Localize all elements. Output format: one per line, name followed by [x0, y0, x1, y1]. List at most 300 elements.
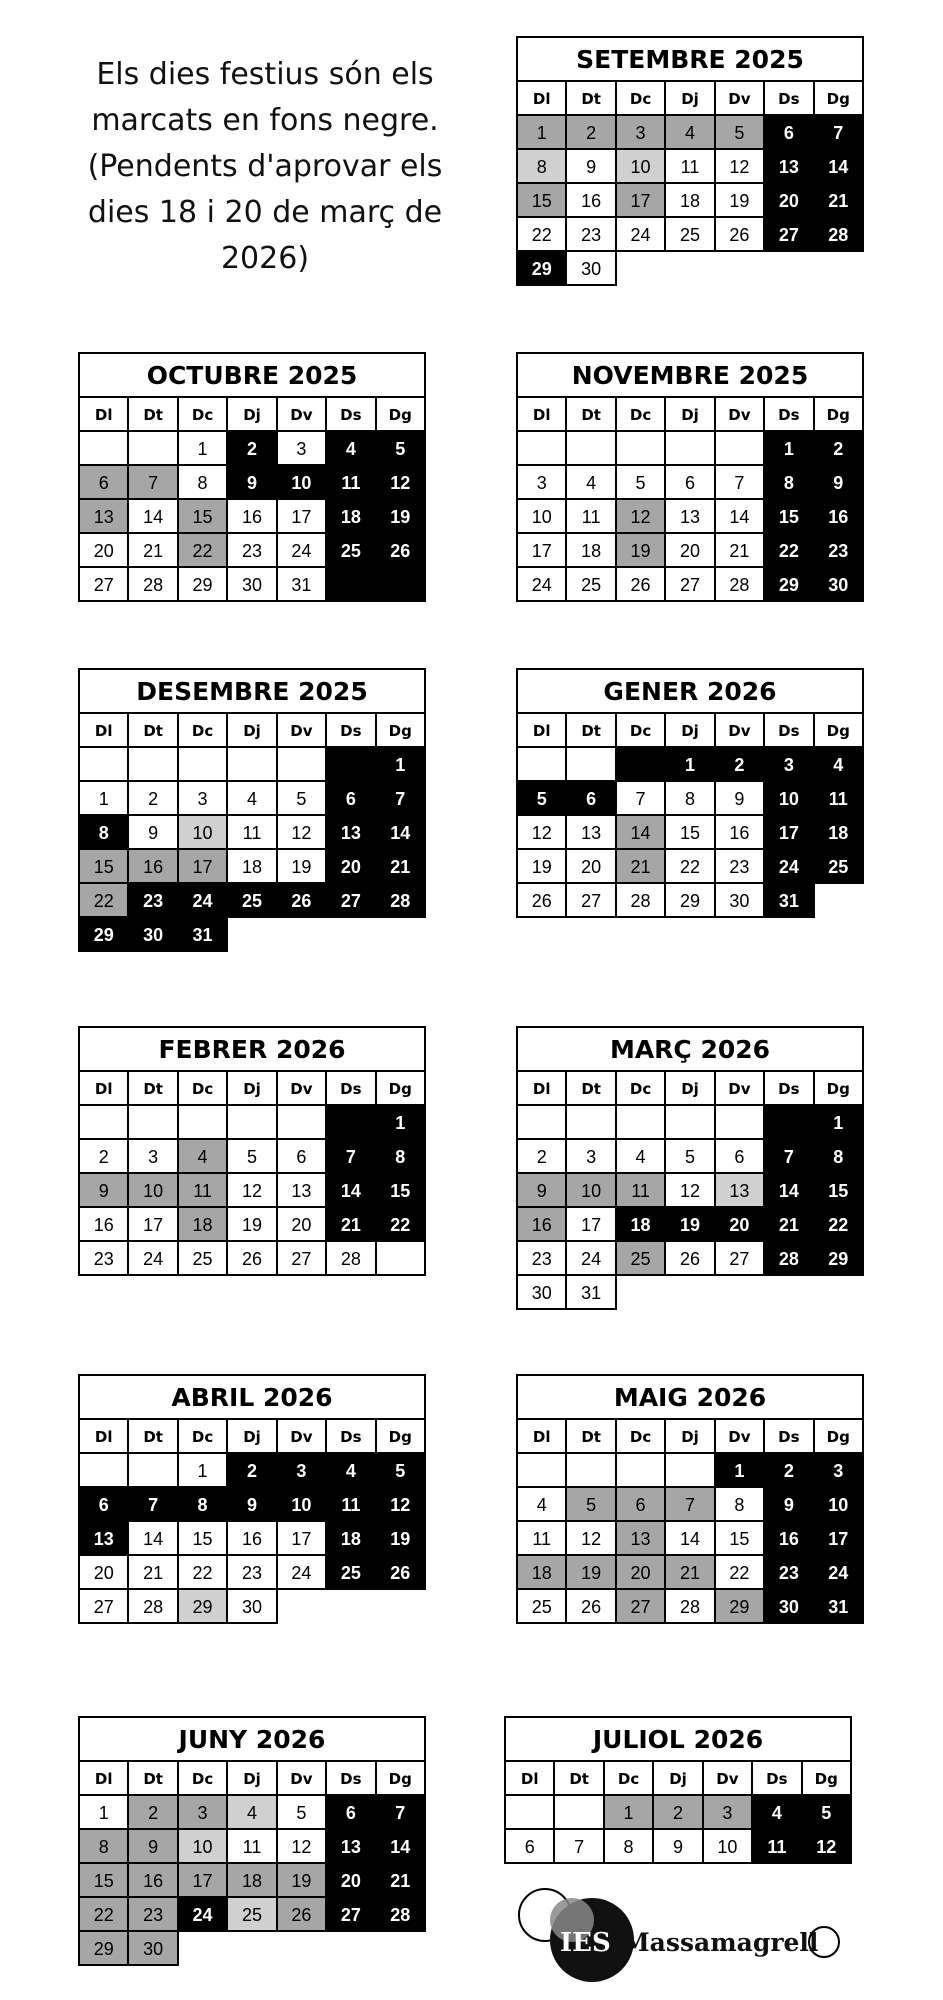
day-cell: 19	[278, 850, 327, 884]
day-cell: 12	[228, 1174, 277, 1208]
empty-cell	[555, 1796, 604, 1830]
day-cell: 15	[377, 1174, 426, 1208]
day-cell: 21	[617, 850, 666, 884]
day-cell: 21	[129, 534, 178, 568]
day-cell: 25	[815, 850, 864, 884]
day-cell: 22	[179, 534, 228, 568]
day-cell: 23	[129, 884, 178, 918]
day-cell: 15	[815, 1174, 864, 1208]
day-cell: 13	[567, 816, 616, 850]
day-cell: 25	[179, 1242, 228, 1276]
weekday-header: Dc	[617, 82, 666, 116]
day-cell: 25	[327, 1556, 376, 1590]
day-cell: 11	[617, 1174, 666, 1208]
day-cell: 4	[753, 1796, 802, 1830]
weekday-header: Dt	[555, 1762, 604, 1796]
day-cell: 24	[129, 1242, 178, 1276]
day-cell: 17	[179, 850, 228, 884]
day-cell: 17	[278, 1522, 327, 1556]
day-cell: 27	[80, 1590, 129, 1624]
day-cell: 7	[666, 1488, 715, 1522]
day-cell: 16	[80, 1208, 129, 1242]
weekday-header: Dt	[129, 1072, 178, 1106]
day-cell: 28	[666, 1590, 715, 1624]
month-calendar	[504, 1716, 852, 1864]
day-cell: 28	[617, 884, 666, 918]
day-cell: 21	[377, 850, 426, 884]
weekday-header: Dj	[654, 1762, 703, 1796]
day-cell: 24	[278, 1556, 327, 1590]
day-cell: 3	[617, 116, 666, 150]
empty-cell	[518, 432, 567, 466]
day-cell: 22	[80, 884, 129, 918]
empty-cell	[617, 1106, 666, 1140]
day-cell: 2	[815, 432, 864, 466]
day-cell: 14	[716, 500, 765, 534]
day-cell: 24	[179, 1898, 228, 1932]
day-cell: 7	[327, 1140, 376, 1174]
day-cell: 13	[327, 816, 376, 850]
day-cell: 12	[617, 500, 666, 534]
day-cell: 5	[228, 1140, 277, 1174]
day-cell: 10	[617, 150, 666, 184]
day-cell: 29	[80, 918, 129, 952]
weekday-header: Dl	[518, 1072, 567, 1106]
weekday-header: Dl	[518, 714, 567, 748]
month-title: MARÇ 2026	[518, 1028, 864, 1072]
month-days-grid	[518, 82, 864, 286]
day-cell: 13	[327, 1830, 376, 1864]
day-cell: 17	[129, 1208, 178, 1242]
day-cell: 5	[518, 782, 567, 816]
month-calendar	[78, 668, 426, 952]
day-cell: 13	[716, 1174, 765, 1208]
day-cell: 5	[278, 1796, 327, 1830]
day-cell: 29	[716, 1590, 765, 1624]
day-cell: 3	[815, 1454, 864, 1488]
month-calendar	[78, 1026, 426, 1276]
day-cell: 19	[278, 1864, 327, 1898]
day-cell: 2	[518, 1140, 567, 1174]
day-cell: 1	[765, 432, 814, 466]
month-calendar	[516, 352, 864, 602]
empty-cell	[377, 1932, 426, 1966]
day-cell: 31	[567, 1276, 616, 1310]
day-cell: 6	[327, 782, 376, 816]
day-cell: 24	[518, 568, 567, 602]
day-cell: 8	[518, 150, 567, 184]
weekday-header: Dj	[666, 1420, 715, 1454]
day-cell: 25	[518, 1590, 567, 1624]
day-cell: 27	[327, 1898, 376, 1932]
day-cell: 6	[666, 466, 715, 500]
day-cell: 24	[617, 218, 666, 252]
day-cell: 31	[179, 918, 228, 952]
day-cell: 12	[518, 816, 567, 850]
day-cell: 28	[377, 1898, 426, 1932]
day-cell: 24	[765, 850, 814, 884]
day-cell: 24	[278, 534, 327, 568]
month-title: MAIG 2026	[518, 1376, 864, 1420]
day-cell: 20	[617, 1556, 666, 1590]
day-cell: 18	[815, 816, 864, 850]
day-cell: 26	[377, 1556, 426, 1590]
day-cell: 22	[716, 1556, 765, 1590]
day-cell: 29	[179, 1590, 228, 1624]
day-cell: 31	[815, 1590, 864, 1624]
empty-cell	[129, 1454, 178, 1488]
day-cell: 2	[567, 116, 616, 150]
day-cell: 23	[80, 1242, 129, 1276]
month-days-grid	[80, 1762, 426, 1966]
day-cell: 28	[327, 1242, 376, 1276]
day-cell: 30	[228, 1590, 277, 1624]
day-cell: 9	[815, 466, 864, 500]
day-cell: 3	[765, 748, 814, 782]
day-cell: 20	[327, 850, 376, 884]
day-cell: 26	[278, 884, 327, 918]
weekday-header: Dg	[377, 1072, 426, 1106]
day-cell: 6	[765, 116, 814, 150]
day-cell: 30	[765, 1590, 814, 1624]
day-cell: 4	[518, 1488, 567, 1522]
day-cell: 23	[815, 534, 864, 568]
day-cell: 5	[377, 432, 426, 466]
day-cell: 16	[129, 1864, 178, 1898]
day-cell: 18	[666, 184, 715, 218]
month-calendar	[78, 1374, 426, 1624]
day-cell: 13	[80, 500, 129, 534]
weekday-header: Dt	[567, 398, 616, 432]
weekday-header: Dc	[179, 398, 228, 432]
day-cell: 10	[278, 1488, 327, 1522]
day-cell: 11	[666, 150, 715, 184]
empty-cell	[80, 432, 129, 466]
day-cell: 16	[228, 500, 277, 534]
empty-cell	[518, 1106, 567, 1140]
day-cell: 29	[666, 884, 715, 918]
day-cell: 27	[666, 568, 715, 602]
day-cell: 14	[815, 150, 864, 184]
day-cell: 9	[765, 1488, 814, 1522]
day-cell: 1	[377, 748, 426, 782]
weekday-header: Dv	[278, 398, 327, 432]
day-cell: 16	[716, 816, 765, 850]
empty-cell	[327, 918, 376, 952]
month-calendar	[516, 1026, 864, 1310]
empty-cell	[377, 568, 426, 602]
weekday-header: Dv	[704, 1762, 753, 1796]
month-title: NOVEMBRE 2025	[518, 354, 864, 398]
day-cell: 10	[129, 1174, 178, 1208]
day-cell: 24	[179, 884, 228, 918]
day-cell: 16	[567, 184, 616, 218]
day-cell: 15	[716, 1522, 765, 1556]
day-cell: 26	[377, 534, 426, 568]
day-cell: 14	[129, 1522, 178, 1556]
weekday-header: Ds	[765, 1420, 814, 1454]
day-cell: 14	[765, 1174, 814, 1208]
month-title: GENER 2026	[518, 670, 864, 714]
day-cell: 22	[377, 1208, 426, 1242]
day-cell: 29	[518, 252, 567, 286]
day-cell: 14	[377, 1830, 426, 1864]
empty-cell	[80, 748, 129, 782]
day-cell: 16	[815, 500, 864, 534]
day-cell: 12	[716, 150, 765, 184]
day-cell: 10	[179, 1830, 228, 1864]
month-days-grid	[518, 398, 864, 602]
empty-cell	[278, 918, 327, 952]
day-cell: 20	[666, 534, 715, 568]
day-cell: 7	[617, 782, 666, 816]
empty-cell	[179, 748, 228, 782]
day-cell: 16	[765, 1522, 814, 1556]
empty-cell	[129, 748, 178, 782]
day-cell: 27	[327, 884, 376, 918]
empty-cell	[666, 252, 715, 286]
day-cell: 15	[80, 850, 129, 884]
weekday-header: Dt	[129, 1762, 178, 1796]
day-cell: 27	[80, 568, 129, 602]
day-cell: 20	[567, 850, 616, 884]
weekday-header: Dv	[716, 82, 765, 116]
day-cell: 19	[716, 184, 765, 218]
empty-cell	[716, 1276, 765, 1310]
day-cell: 4	[228, 1796, 277, 1830]
day-cell: 26	[567, 1590, 616, 1624]
day-cell: 19	[666, 1208, 715, 1242]
day-cell: 1	[80, 1796, 129, 1830]
day-cell: 9	[654, 1830, 703, 1864]
weekday-header: Dv	[716, 1072, 765, 1106]
month-title: OCTUBRE 2025	[80, 354, 426, 398]
day-cell: 6	[506, 1830, 555, 1864]
day-cell: 12	[377, 466, 426, 500]
day-cell: 12	[567, 1522, 616, 1556]
empty-cell	[666, 1106, 715, 1140]
day-cell: 5	[803, 1796, 852, 1830]
month-days-grid	[518, 1420, 864, 1624]
day-cell: 13	[80, 1522, 129, 1556]
day-cell: 12	[278, 1830, 327, 1864]
empty-cell	[377, 918, 426, 952]
month-days-grid	[518, 714, 864, 918]
month-calendar	[78, 1716, 426, 1966]
weekday-header: Ds	[765, 82, 814, 116]
day-cell: 10	[518, 500, 567, 534]
empty-cell	[506, 1796, 555, 1830]
day-cell: 13	[617, 1522, 666, 1556]
weekday-header: Ds	[327, 714, 376, 748]
day-cell: 20	[765, 184, 814, 218]
weekday-header: Dg	[815, 1072, 864, 1106]
day-cell: 1	[815, 1106, 864, 1140]
day-cell: 5	[716, 116, 765, 150]
day-cell: 8	[605, 1830, 654, 1864]
weekday-header: Dt	[567, 714, 616, 748]
day-cell: 9	[716, 782, 765, 816]
empty-cell	[228, 918, 277, 952]
day-cell: 7	[765, 1140, 814, 1174]
day-cell: 12	[377, 1488, 426, 1522]
weekday-header: Ds	[327, 398, 376, 432]
month-title: FEBRER 2026	[80, 1028, 426, 1072]
weekday-header: Dl	[518, 398, 567, 432]
day-cell: 23	[228, 1556, 277, 1590]
day-cell: 19	[518, 850, 567, 884]
weekday-header: Dj	[666, 398, 715, 432]
weekday-header: Dj	[228, 1072, 277, 1106]
day-cell: 11	[567, 500, 616, 534]
weekday-header: Dv	[278, 1762, 327, 1796]
weekday-header: Dg	[815, 398, 864, 432]
day-cell: 30	[815, 568, 864, 602]
day-cell: 22	[80, 1898, 129, 1932]
empty-cell	[278, 1106, 327, 1140]
day-cell: 11	[228, 816, 277, 850]
day-cell: 6	[80, 466, 129, 500]
day-cell: 22	[815, 1208, 864, 1242]
day-cell: 28	[129, 568, 178, 602]
day-cell: 21	[129, 1556, 178, 1590]
day-cell: 12	[278, 816, 327, 850]
day-cell: 6	[617, 1488, 666, 1522]
school-logo	[510, 1888, 880, 1984]
day-cell: 29	[179, 568, 228, 602]
day-cell: 29	[765, 568, 814, 602]
empty-cell	[765, 252, 814, 286]
day-cell: 18	[518, 1556, 567, 1590]
day-cell: 8	[179, 466, 228, 500]
day-cell: 1	[518, 116, 567, 150]
day-cell: 5	[278, 782, 327, 816]
day-cell: 2	[129, 1796, 178, 1830]
day-cell: 8	[179, 1488, 228, 1522]
day-cell: 17	[617, 184, 666, 218]
empty-cell	[666, 1454, 715, 1488]
day-cell: 6	[716, 1140, 765, 1174]
day-cell: 23	[228, 534, 277, 568]
empty-cell	[567, 1454, 616, 1488]
day-cell: 11	[815, 782, 864, 816]
day-cell: 30	[129, 918, 178, 952]
day-cell: 13	[666, 500, 715, 534]
weekday-header: Dv	[716, 398, 765, 432]
day-cell: 27	[278, 1242, 327, 1276]
weekday-header: Dc	[179, 1072, 228, 1106]
day-cell: 9	[129, 1830, 178, 1864]
day-cell: 21	[716, 534, 765, 568]
day-cell: 2	[80, 1140, 129, 1174]
day-cell: 10	[765, 782, 814, 816]
weekday-header: Dg	[377, 398, 426, 432]
day-cell: 30	[518, 1276, 567, 1310]
weekday-header: Dv	[278, 714, 327, 748]
day-cell: 25	[666, 218, 715, 252]
month-title: JULIOL 2026	[506, 1718, 852, 1762]
day-cell: 19	[377, 1522, 426, 1556]
day-cell: 4	[567, 466, 616, 500]
day-cell: 17	[567, 1208, 616, 1242]
month-days-grid	[80, 1420, 426, 1624]
day-cell: 27	[765, 218, 814, 252]
day-cell: 16	[129, 850, 178, 884]
day-cell: 4	[815, 748, 864, 782]
month-title: DESEMBRE 2025	[80, 670, 426, 714]
empty-cell	[228, 1106, 277, 1140]
day-cell: 7	[716, 466, 765, 500]
day-cell: 19	[567, 1556, 616, 1590]
weekday-header: Dl	[80, 714, 129, 748]
empty-cell	[716, 1106, 765, 1140]
day-cell: 20	[80, 1556, 129, 1590]
empty-cell	[567, 432, 616, 466]
day-cell: 1	[179, 1454, 228, 1488]
day-cell: 26	[278, 1898, 327, 1932]
day-cell: 28	[765, 1242, 814, 1276]
day-cell: 27	[617, 1590, 666, 1624]
empty-cell	[716, 432, 765, 466]
empty-cell	[765, 1276, 814, 1310]
empty-cell	[666, 432, 715, 466]
month-title: ABRIL 2026	[80, 1376, 426, 1420]
day-cell: 9	[129, 816, 178, 850]
day-cell: 15	[179, 500, 228, 534]
day-cell: 16	[518, 1208, 567, 1242]
day-cell: 25	[327, 534, 376, 568]
day-cell: 16	[228, 1522, 277, 1556]
day-cell: 17	[815, 1522, 864, 1556]
weekday-header: Dj	[666, 1072, 715, 1106]
day-cell: 6	[567, 782, 616, 816]
day-cell: 18	[567, 534, 616, 568]
day-cell: 26	[666, 1242, 715, 1276]
holiday-note: Els dies festius són els marcats en fons negre. (Pendents d'aprovar els dies 18 i 20 de març de 2026)	[87, 57, 443, 276]
day-cell: 14	[129, 500, 178, 534]
empty-cell	[815, 884, 864, 918]
day-cell: 1	[377, 1106, 426, 1140]
day-cell: 10	[815, 1488, 864, 1522]
day-cell: 7	[377, 782, 426, 816]
weekday-header: Dt	[129, 398, 178, 432]
day-cell: 14	[617, 816, 666, 850]
day-cell: 31	[765, 884, 814, 918]
day-cell: 7	[129, 1488, 178, 1522]
day-cell: 22	[518, 218, 567, 252]
day-cell: 1	[716, 1454, 765, 1488]
empty-cell	[716, 252, 765, 286]
day-cell: 9	[228, 466, 277, 500]
weekday-header: Dc	[617, 1420, 666, 1454]
empty-cell	[179, 1932, 228, 1966]
day-cell: 8	[377, 1140, 426, 1174]
empty-cell	[617, 252, 666, 286]
day-cell: 4	[617, 1140, 666, 1174]
month-days-grid	[506, 1762, 852, 1864]
day-cell: 25	[567, 568, 616, 602]
day-cell: 15	[666, 816, 715, 850]
day-cell: 21	[666, 1556, 715, 1590]
day-cell: 1	[666, 748, 715, 782]
day-cell: 21	[815, 184, 864, 218]
empty-cell	[327, 1106, 376, 1140]
empty-cell	[228, 1932, 277, 1966]
day-cell: 18	[327, 500, 376, 534]
day-cell: 21	[377, 1864, 426, 1898]
day-cell: 7	[377, 1796, 426, 1830]
day-cell: 11	[518, 1522, 567, 1556]
